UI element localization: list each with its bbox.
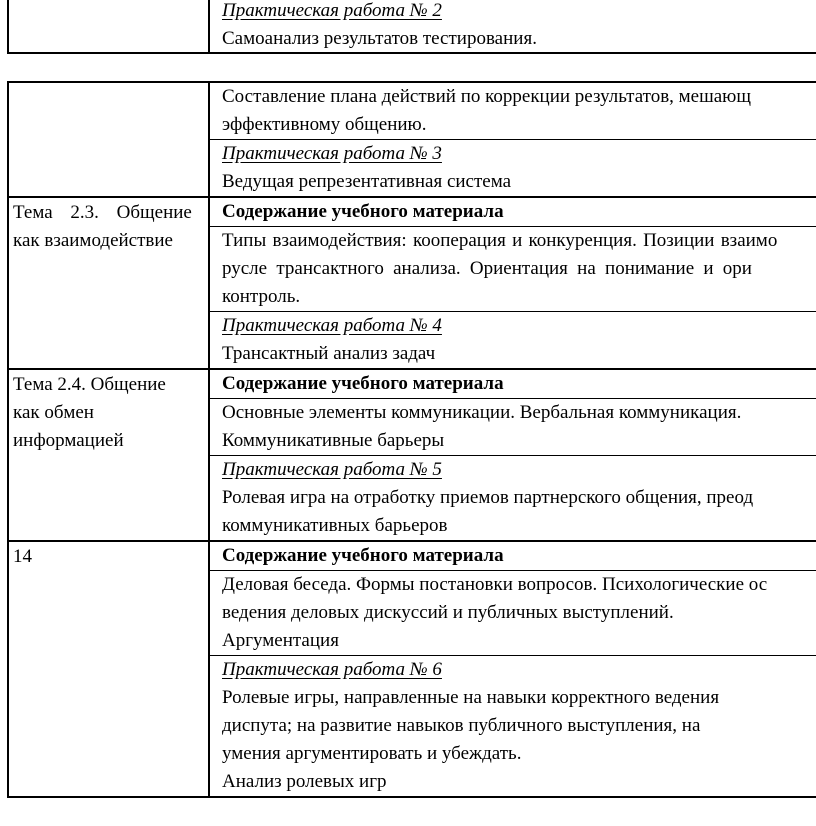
content-cell bbox=[210, 83, 816, 196]
section-header-block bbox=[210, 370, 816, 398]
text-line: Ведущая репрезентативная система bbox=[222, 171, 512, 192]
practical-work-block bbox=[210, 139, 816, 196]
text-line: ведения деловых дискуссий и публичных выступлений. bbox=[222, 602, 674, 623]
topic-cell-empty bbox=[9, 0, 210, 52]
text-line: Анализ ролевых игр bbox=[222, 771, 387, 792]
topic-cell bbox=[9, 370, 210, 540]
content-cell bbox=[210, 198, 816, 368]
content-cell bbox=[210, 370, 816, 540]
text-line: коммуникативных барьеров bbox=[222, 515, 448, 536]
section-header: Содержание учебного материала bbox=[222, 373, 504, 394]
table-row bbox=[9, 83, 816, 196]
text-line: контроль. bbox=[222, 286, 301, 307]
text-line: Основные элементы коммуникации. Вербальная коммуникация. bbox=[222, 402, 742, 423]
topic-line: 14 bbox=[13, 546, 32, 567]
text-line: Трансактный анализ задач bbox=[222, 343, 436, 364]
text-line: умения аргументировать и убеждать. bbox=[222, 743, 522, 764]
topic-cell bbox=[9, 542, 210, 796]
text-line: Деловая беседа. Формы постановки вопросов. Психологические ос bbox=[222, 574, 768, 595]
practical-work-block bbox=[210, 0, 816, 52]
practical-work-title: Практическая работа № 6 bbox=[222, 659, 442, 680]
section-header-block bbox=[210, 198, 816, 226]
table-main bbox=[7, 81, 816, 798]
text-line: Самоанализ результатов тестирования. bbox=[222, 27, 537, 49]
section-header-block bbox=[210, 542, 816, 570]
content-block bbox=[210, 226, 816, 311]
content-block bbox=[210, 83, 816, 139]
practical-work-block bbox=[210, 455, 816, 540]
practical-work-title: Практическая работа № 4 bbox=[222, 315, 442, 336]
table-row bbox=[9, 540, 816, 796]
practical-work-block bbox=[210, 655, 816, 796]
text-line: диспута; на развитие навыков публичного выступления, на bbox=[222, 715, 701, 736]
topic-line: как взаимодействие bbox=[13, 230, 173, 251]
table-row bbox=[9, 196, 816, 368]
topic-line: как обмен bbox=[13, 402, 94, 423]
text-line: Коммуникативные барьеры bbox=[222, 430, 445, 451]
topic-cell-empty bbox=[9, 83, 210, 196]
practical-work-block bbox=[210, 311, 816, 368]
content-block bbox=[210, 398, 816, 455]
table-fragment-top bbox=[7, 0, 816, 54]
text-line: Составление плана действий по коррекции результатов, мешающ bbox=[222, 86, 752, 107]
topic-line: информацией bbox=[13, 430, 124, 451]
text-line: Ролевая игра на отработку приемов партнерского общения, преод bbox=[222, 487, 754, 508]
table-row bbox=[9, 0, 816, 52]
content-cell bbox=[210, 0, 816, 52]
section-header: Содержание учебного материала bbox=[222, 545, 504, 566]
topic-cell bbox=[9, 198, 210, 368]
content-cell bbox=[210, 542, 816, 796]
content-block bbox=[210, 570, 816, 655]
text-line: эффективному общению. bbox=[222, 114, 427, 135]
practical-work-title: Практическая работа № 5 bbox=[222, 459, 442, 480]
practical-work-title: Практическая работа № 3 bbox=[222, 143, 442, 164]
topic-line: Тема 2.4. Общение bbox=[13, 374, 166, 395]
topic-line: Тема 2.3. Общение bbox=[13, 202, 192, 223]
practical-work-title: Практическая работа № 2 bbox=[222, 0, 442, 21]
text-line: русле трансактного анализа. Ориентация на понимание и ори bbox=[222, 258, 752, 279]
section-header: Содержание учебного материала bbox=[222, 201, 504, 222]
text-line: Типы взаимодействия: кооперация и конкуренция. Позиции взаимо bbox=[222, 230, 778, 251]
text-line: Ролевые игры, направленные на навыки корректного ведения bbox=[222, 687, 720, 708]
text-line: Аргументация bbox=[222, 630, 339, 651]
table-row bbox=[9, 368, 816, 540]
